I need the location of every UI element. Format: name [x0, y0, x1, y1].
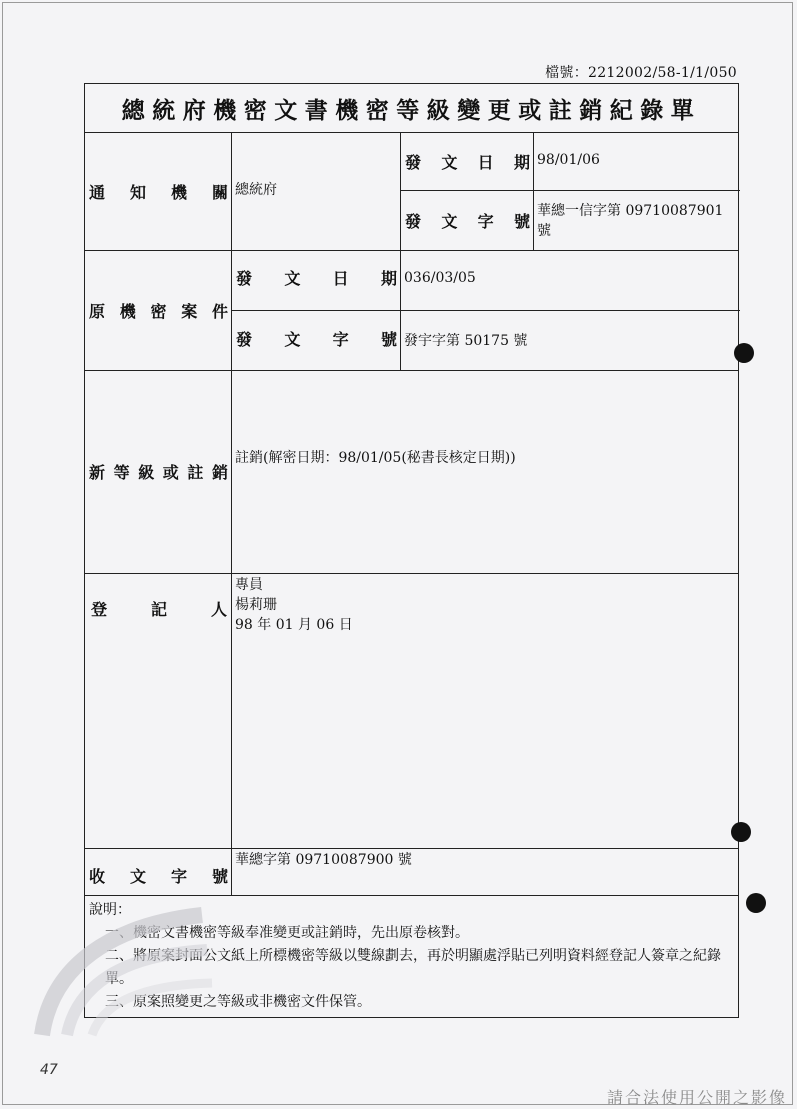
note-item: 三、原案照變更之等級或非機密文件保管。: [105, 994, 371, 1010]
notify-issue-date-value: 98/01/06: [537, 152, 600, 168]
original-case-label: 原 機 密 案 件: [89, 301, 228, 321]
notify-issue-no-label: 發 文 字 號: [405, 212, 530, 231]
file-number: 檔號：2212002/58-1/1/050: [545, 65, 737, 81]
notifying-agency-label: 通 知 機 關: [89, 182, 228, 202]
binder-hole: [734, 343, 754, 363]
form-title: 總統府機密文書機密等級變更或註銷紀錄單: [121, 96, 702, 124]
registrar-name: 楊莉珊: [235, 597, 277, 613]
registrar-title: 專員: [235, 577, 263, 593]
notifying-agency-value: 總統府: [235, 182, 277, 198]
notify-issue-date-label: 發 文 日 期: [405, 152, 530, 172]
registrar-label: 登 記 人: [91, 600, 227, 619]
note-item: 一、機密文書機密等級奉准變更或註銷時，先出原卷核對。: [105, 925, 469, 941]
orig-issue-date-label: 發 文 日 期: [236, 269, 397, 288]
orig-issue-date-value: 036/03/05: [404, 270, 476, 286]
new-level-label: 新 等 級 或 註 銷: [89, 463, 228, 482]
page-number: 47: [40, 1062, 58, 1078]
usage-watermark: 請合法使用公開之影像: [606, 1088, 787, 1107]
seal-watermark: [22, 895, 222, 1045]
registrar-value: [232, 573, 740, 848]
binder-hole: [746, 893, 766, 913]
new-level-value: 註銷(解密日期：98/01/05(秘書長核定日期)): [235, 450, 516, 466]
orig-issue-no-label: 發 文 字 號: [236, 330, 397, 349]
notify-issue-no-value: 華總一信字第 09710087901 號: [537, 203, 724, 239]
note-item: 二、將原案封面公文紙上所標機密等級以雙線劃去，再於明顯處浮貼已列明資料經登記人簽章之紀錄單。: [105, 948, 721, 987]
binder-hole: [731, 822, 751, 842]
orig-issue-no-value: 發宇字第 50175 號: [404, 333, 528, 349]
record-form: [84, 83, 739, 1018]
receipt-no-value: 華總字第 09710087900 號: [235, 852, 412, 868]
registrar-date: 98 年 01 月 06 日: [235, 617, 353, 633]
notes-heading: 說明：: [89, 902, 131, 918]
receipt-no-label: 收 文 字 號: [89, 867, 228, 886]
